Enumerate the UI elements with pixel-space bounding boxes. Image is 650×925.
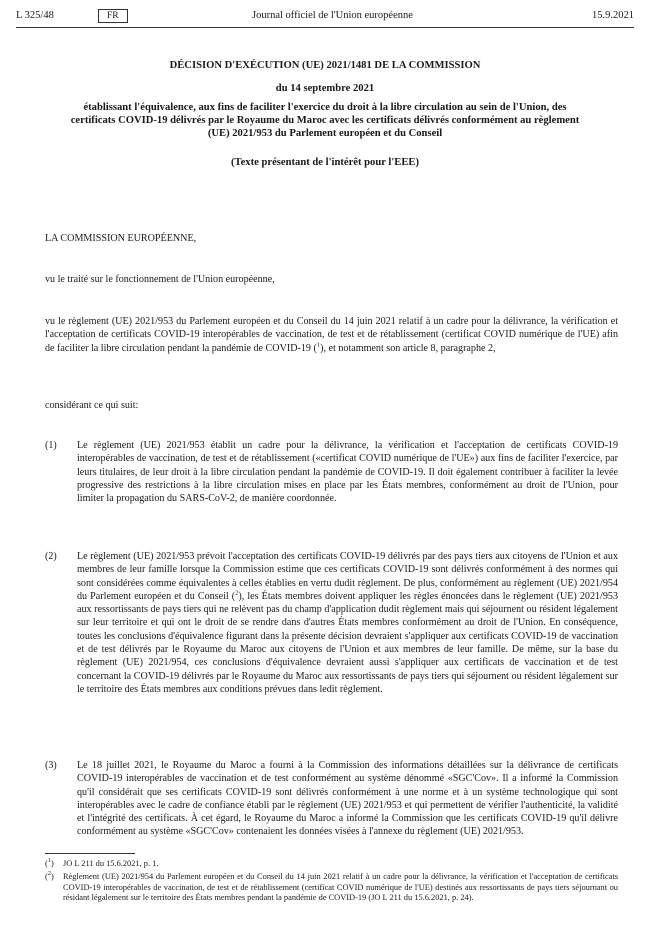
citation-reglement-text-a: vu le règlement (UE) 2021/953 du Parlement européen et du Conseil du 14 juin 2021 relatif à un cadre pour la délivrance, la vérification et l'acceptation de certificats COVID-19 interopérables de vaccination, de test et de rétablissement (certificat COVID numérique de l'UE) afin de faciliter la libre circulation pendant la pandémie de COVID-19 ( [45,316,618,354]
eee-relevance: (Texte présentant de l'intérêt pour l'EEE) [230,157,420,168]
recital-text-a: Le règlement (UE) 2021/953 prévoit l'acceptation des certificats COVID-19 délivrés par des pays tiers aux citoyens de l'Union et aux membres de leur famille lorsque la Commission estime que ces certificats COVID-19 sont délivrés conformément à des normes qui sont considérées comme équivalentes à celles établies en vertu dudit règlement. De plus, conformément au règlement (UE) 2021/954 du Parlement européen et du Conseil ( [77,551,618,602]
recital-text: Le 18 juillet 2021, le Royaume du Maroc a fourni à la Commission des informations détaillées sur la délivrance de certificats COVID-19 interopérables de vaccination et de test conformément au système dénommé «SGC'Cov». Il a informé la Commission qu'il considérait que ses certificats COVID-19 sont délivrés conformément à une norme et à un système technologique qui sont interopérables avec le cadre de confiance établi par le règlement (UE) 2021/953 et qui permettent de vérifier l'authenticité, la validité et l'intégrité des certificats. À cet égard, le Royaume du Maroc a informé la Commission que les certificats COVID-19 qu'il délivre conformément au système «SGC'Cov» contenaient les données visées à l'annexe du règlement (UE) 2021/953. [77,760,618,838]
citation-reglement-text-b: ), et notamment son article 8, paragraphe 2, [320,342,496,354]
footnote-ref-1[interactable]: 1 [316,341,321,349]
journal-header [16,10,634,26]
header-rule [16,27,634,28]
footnote-1 [45,859,618,870]
recital-number: (1) [45,440,57,451]
footnote-number-value: 2 [47,870,52,878]
journal-title: Journal officiel de l'Union européenne [252,10,413,21]
recital-number: (2) [45,551,57,562]
recital-text: Le règlement (UE) 2021/953 établit un cadre pour la délivrance, la vérification et l'acceptation de certificats COVID-19 interopérables de vaccination, de test et de rétablissement («certificat COVID numérique de l'UE») aux fins de faciliter l'exercice, par leurs titulaires, de leur droit à la libre circulation pendant la pandémie de COVID-19. Il doit également contribuer à faciliter la levée progressive des restrictions à la libre circulation mises en place par les États membres, conformément au droit de l'Union, pour limiter la propagation du SARS-CoV-2, de manière coordonnée. [77,440,618,505]
footnote-number: ($^2$) [45,870,54,881]
recital-1 [45,439,618,505]
recital-text-b: ), les États membres doivent appliquer les règles énoncées dans le règlement (UE) 2021/953 aux ressortissants de pays tiers qui ne relèvent pas du champ d'application dudit règlement mais qui séjournent ou résident légalement sur leur territoire et qui ont le droit de se rendre dans d'autres États membres conformément au droit de l'Union. En conséquence, toutes les conclusions d'équivalence figurant dans la présente décision devraient s'appliquer aux certificats COVID-19 de vaccination et de test délivrés par le Royaume du Maroc aux citoyens de l'Union et aux membres de leur famille. De même, sur la base du règlement (UE) 2021/954, ces conclusions d'équivalence devraient aussi s'appliquer aux certificats de vaccination et de test concernant la COVID-19 délivrés par le Royaume du Maroc aux ressortissants de pays tiers qui séjournent ou résident légalement sur le territoire des États membres aux conditions prévues dans ledit règlement. [77,590,618,695]
publication-date: 15.9.2021 [592,10,634,21]
citation-traite: vu le traité sur le fonctionnement de l'Union européenne, [45,274,275,285]
footnote-number-value: 1 [47,857,52,865]
commission-heading: LA COMMISSION EUROPÉENNE, [45,233,197,244]
footnote-text: Règlement (UE) 2021/954 du Parlement européen et du Conseil du 14 juin 2021 relatif à un cadre pour la délivrance, la vérification et l'acceptation de certificats COVID-19 interopérables de vaccination, de test et de rétablissement (certificat COVID numérique de l'UE) destinés aux ressortissants de pays tiers séjournant ou résidant légalement sur le territoire des États membres pendant la pandémie de COVID-19 (JO L 211 du 15.6.2021, p. 24). [63,872,618,903]
footnote-rule [45,853,135,854]
recital-3 [45,759,618,839]
language-badge: FR [98,9,128,23]
recital-text [77,550,618,696]
citation-reglement [45,315,618,355]
footnote-number: ($^1$) [45,857,54,868]
footnote-2 [45,872,618,904]
recital-2 [45,550,618,696]
decision-subject: établissant l'équivalence, aux fins de faciliter l'exercice du droit à la libre circulation au sein de l'Union, des certificats COVID-19 délivrés par le Royaume du Maroc avec les certificats délivrés conformément au règlement (UE) 2021/953 du Parlement européen et du Conseil [70,102,580,139]
footnote-ref-2[interactable]: 2 [235,589,239,597]
recital-number: (3) [45,760,57,771]
footnote-text: JO L 211 du 15.6.2021, p. 1. [63,859,159,868]
page-reference: L 325/48 [16,10,54,21]
decision-date: du 14 septembre 2021 [275,83,375,94]
decision-title: DÉCISION D'EXÉCUTION (UE) 2021/1481 DE LA COMMISSION [169,60,481,71]
considerant-intro: considérant ce qui suit: [45,400,139,411]
